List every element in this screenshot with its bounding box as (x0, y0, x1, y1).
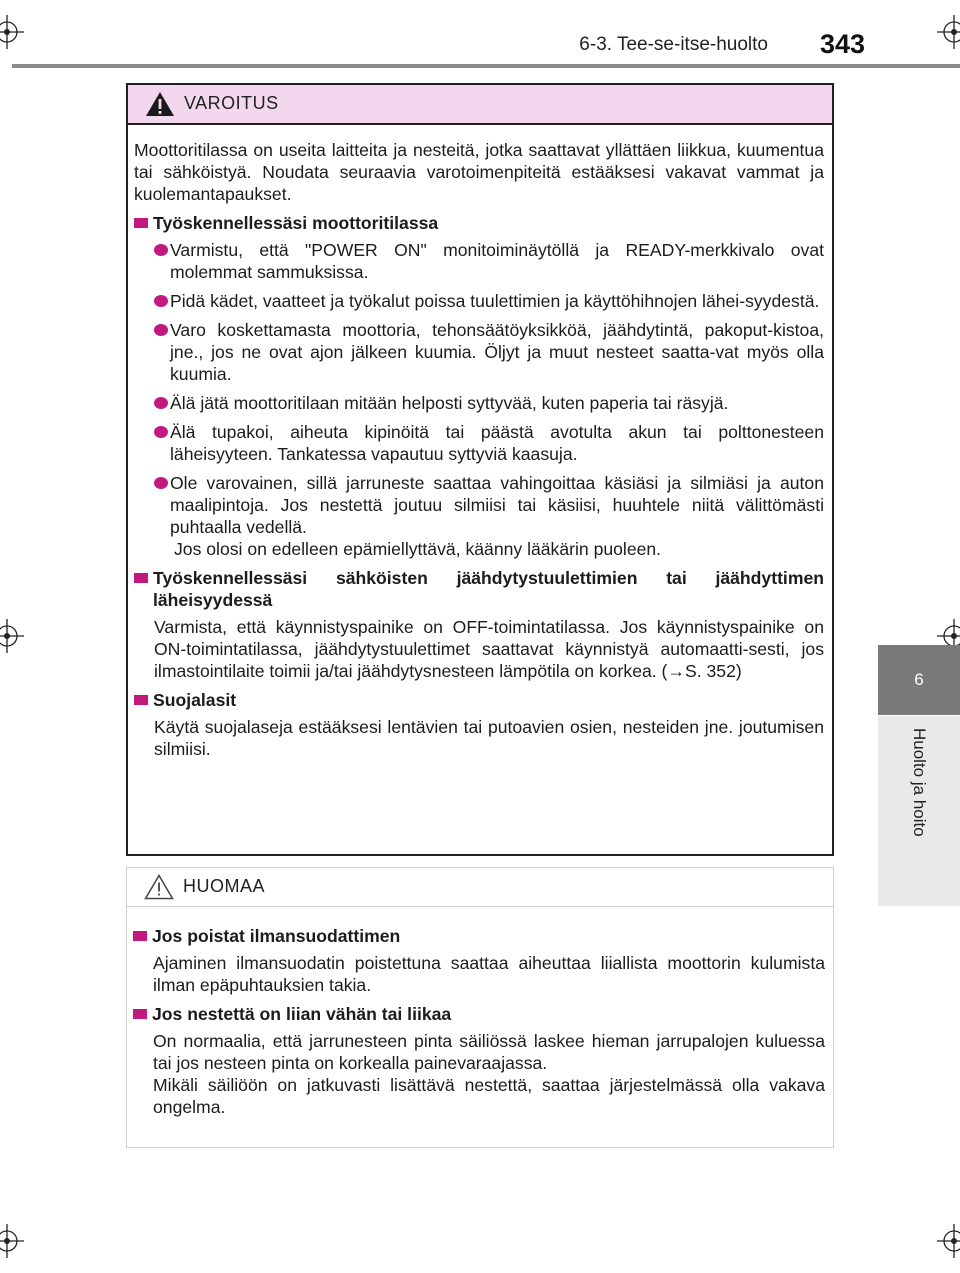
section-title-fluid-level: Jos nestettä on liian vähän tai liikaa (152, 1004, 452, 1024)
square-bullet-icon (134, 573, 148, 583)
notice-box (126, 867, 834, 1148)
section-heading (133, 1003, 825, 1025)
section-text-fluid-level: On normaalia, että jarrunesteen pinta säiliössä laskee hieman jarrupalojen kuluessa tai jos nesteen pinta on korkealla painevaraajassa. (153, 1031, 825, 1073)
square-bullet-icon (133, 1009, 147, 1019)
section-text-air-filter: Ajaminen ilmansuodatin poistettuna saattaa aiheuttaa liiallista moottorin kulumista ilman epäpuhtauksien takia. (153, 953, 825, 995)
bullet-list (134, 239, 824, 538)
caution-triangle-icon (143, 873, 175, 901)
list-item (134, 421, 824, 465)
section-heading (133, 925, 825, 947)
round-bullet-icon (154, 477, 168, 489)
list-item (134, 472, 824, 538)
list-item-text: Älä tupakoi, aiheuta kipinöitä tai päästä avotulta akun tai polttonesteen läheisyyteen. Tankatessa vapautuu syttyviä kaasuja. (170, 422, 824, 464)
registration-mark-icon (0, 15, 24, 49)
section-title-air-filter: Jos poistat ilmansuodattimen (152, 926, 401, 946)
warning-triangle-icon (144, 90, 176, 118)
registration-mark-icon (0, 619, 24, 653)
section-heading (134, 689, 824, 711)
section-heading (134, 212, 824, 234)
section-heading (134, 567, 824, 611)
chapter-tab[interactable]: 6 (878, 645, 960, 715)
section-title-goggles: Suojalasit (153, 690, 237, 710)
warning-title: VAROITUS (184, 93, 279, 113)
chapter-label: Huolto ja hoito (910, 728, 929, 837)
warning-header (128, 85, 832, 125)
round-bullet-icon (154, 244, 168, 256)
registration-mark-icon (937, 15, 960, 49)
round-bullet-icon (154, 397, 168, 409)
page-number: 343 (820, 29, 866, 59)
registration-mark-icon (937, 1224, 960, 1258)
notice-header (127, 868, 833, 907)
notice-title: HUOMAA (183, 876, 266, 896)
section-text-fluid-level-2: Mikäli säiliöön on jatkuvasti lisättävä nestettä, saattaa järjestelmässä olla vakava ongelma. (153, 1075, 825, 1117)
registration-mark-icon (0, 1224, 24, 1258)
section-title: 6-3. Tee-se-itse-huolto (579, 34, 768, 55)
round-bullet-icon (154, 426, 168, 438)
warning-intro: Moottoritilassa on useita laitteita ja nesteitä, jotka saattavat yllättäen liikkua, kuumentua tai sähköistyä. Noudata seuraavia varotoimenpiteitä estääksesi vakavat vammat ja kuolemantapaukset. (134, 140, 824, 204)
list-item-text: Älä jätä moottoritilaan mitään helposti syttyvää, kuten paperia tai räsyjä. (170, 393, 729, 413)
bullet-extra-text: Jos olosi on edelleen epämiellyttävä, käänny lääkärin puoleen. (174, 539, 662, 559)
list-item-text: Ole varovainen, sillä jarruneste saattaa vahingoittaa käsiäsi ja silmiäsi ja auton maalipintoja. Jos nestettä joutuu silmiisi tai käsiisi, huuhtele niitä välittömästi puhtaalla vedellä. (170, 473, 824, 537)
round-bullet-icon (154, 295, 168, 307)
list-item (134, 392, 824, 414)
section-title-fans: Työskennellessäsi sähköisten jäähdytystuulettimien tai jäähdyttimen läheisyydessä (153, 568, 824, 610)
section-title-engine: Työskennellessäsi moottoritilassa (153, 213, 439, 233)
list-item (134, 319, 824, 385)
list-item (134, 239, 824, 283)
list-item (134, 290, 824, 312)
chapter-label-tab[interactable] (878, 716, 960, 906)
list-item-text: Varo koskettamasta moottoria, tehonsäätöyksikköä, jäähdytintä, pakoput-kistoa, jne., jos ne ovat ajon jälkeen kuumia. Öljyt ja muut nesteet saatta-vat myös olla kuumia. (170, 320, 824, 384)
warning-box (126, 83, 834, 856)
list-item-text: Pidä kädet, vaatteet ja työkalut poissa tuulettimien ja käyttöhihnojen lähei-syydestä. (170, 291, 820, 311)
square-bullet-icon (133, 931, 147, 941)
square-bullet-icon (134, 695, 148, 705)
list-item-text: Varmistu, että "POWER ON" monitoiminäytöllä ja READY-merkkivalo ovat molemmat sammuksissa. (170, 240, 824, 282)
notice-body (127, 907, 833, 1118)
round-bullet-icon (154, 324, 168, 336)
section-text-goggles: Käytä suojalaseja estääksesi lentävien tai putoavien osien, nesteiden jne. joutumisen silmiisi. (154, 717, 824, 759)
warning-body (128, 125, 832, 760)
square-bullet-icon (134, 218, 148, 228)
header-divider (12, 64, 960, 68)
section-text-fans: Varmista, että käynnistyspainike on OFF-toimintatilassa. Jos käynnistyspainike on ON-toimintatilassa, jäähdytystuulettimet saattavat käynnistyä automaatti-sesti, jos ilmastointilaite toimii ja/tai jäähdytysnesteen lämpötila on korkea. (→S. 352) (154, 617, 824, 681)
